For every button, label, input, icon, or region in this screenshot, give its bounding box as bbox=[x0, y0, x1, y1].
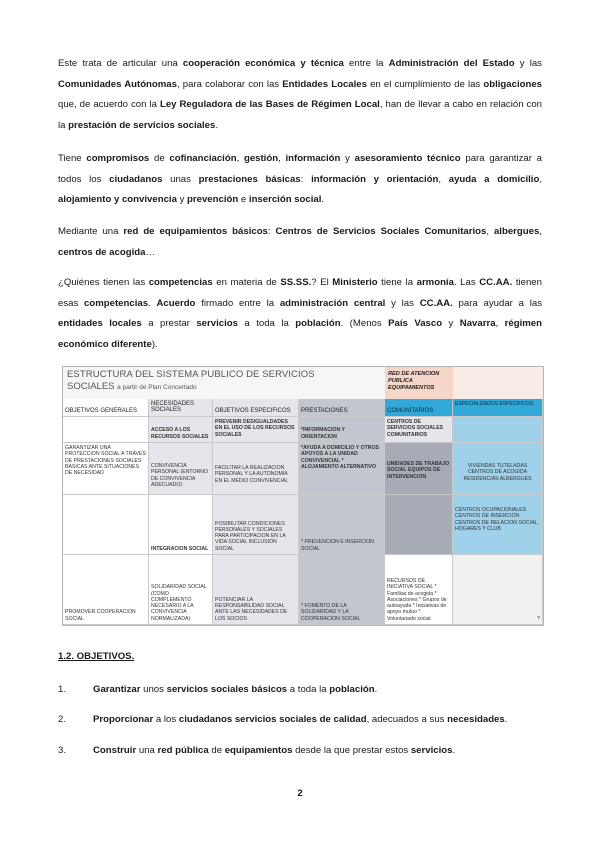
header-objetivos-generales bbox=[63, 399, 149, 417]
cell-text: POTENCIAR LA RESPONSABILIDAD SOCIAL ANTE LAS NECESIDADES DE LOS SOCIOS bbox=[215, 596, 288, 622]
bold-term: obligaciones bbox=[483, 78, 542, 90]
bold-term: cofinanciación bbox=[169, 153, 237, 164]
figure-title-line2 bbox=[67, 381, 197, 392]
bold-term: competencias bbox=[84, 297, 149, 309]
bold-term: información bbox=[285, 153, 341, 164]
bold-term: población bbox=[329, 684, 375, 695]
bold-term: Comunidades Autónomas bbox=[58, 78, 177, 90]
text-run: y las bbox=[385, 297, 420, 309]
objective-text bbox=[93, 683, 377, 697]
text-run: de bbox=[208, 745, 225, 756]
text-run: que, de acuerdo con la bbox=[58, 99, 160, 111]
bold-term: Acuerdo bbox=[156, 297, 196, 309]
paragraph-commitments bbox=[58, 149, 542, 211]
objective-text bbox=[93, 744, 455, 758]
header-text: OBJETIVOS ESPECIFICOS bbox=[215, 407, 291, 414]
cell-text: * PREVENCION E INSERCION SOCIAL bbox=[301, 539, 374, 552]
bold-term: ciudadanos bbox=[178, 714, 233, 725]
text-run: , bbox=[486, 226, 494, 237]
bold-term: servicios sociales básicos bbox=[166, 684, 288, 695]
bold-term: gestión bbox=[243, 153, 279, 164]
text-run: , adecuados a sus bbox=[366, 714, 448, 725]
cell-r2-necesidad: CONVIVENCIA PERSONAL (ENTORNO DE CONVIVENCIA ADECUADO) bbox=[149, 443, 213, 495]
cell-r4-especializado bbox=[453, 555, 543, 625]
red-atencion-header: RED DE ATENCION PUBLICA EQUIPAMIENTOS bbox=[385, 367, 453, 399]
paragraph-equipment-network bbox=[58, 222, 542, 263]
text-run: tienen esas bbox=[58, 277, 542, 309]
bold-term: prestación de servicios sociales bbox=[68, 119, 216, 131]
text-run: unas bbox=[162, 173, 199, 185]
objective-text bbox=[93, 713, 507, 727]
text-run: , bbox=[278, 153, 286, 164]
figure-title-main: SOCIALES bbox=[67, 381, 115, 392]
header-prestaciones bbox=[299, 399, 385, 417]
cell-text: POSIBILITAR CONDICIONES PERSONALES Y SOCIALES PARA PARTICIPACION EN LA VIDA SOCIAL INCLUSION SOCIAL bbox=[215, 520, 286, 552]
cell-text: SOLIDARIDAD SOCIAL (COMO COMPLEMENTO NECESARIO A LA CONVIVENCIA NORMALIZADA) bbox=[151, 584, 207, 622]
text-run: . bbox=[452, 745, 456, 756]
header-comunitarios bbox=[385, 399, 453, 417]
paragraph-competencies bbox=[58, 273, 542, 355]
text-run: y bbox=[442, 318, 460, 330]
cell-r3-necesidad bbox=[149, 495, 213, 555]
cell-text: *INFORMACION Y ORIENTACION bbox=[301, 427, 345, 440]
text-run: . bbox=[321, 194, 325, 206]
text-run: Tiene bbox=[58, 153, 87, 164]
bold-term: red de equipamientos básicos bbox=[123, 226, 268, 237]
cell-text: * FOMENTO DE LA SOLIDARIDAD Y LA COOPERACION SOCIAL bbox=[301, 603, 361, 622]
figure-title-line1: ESTRUCTURA DEL SISTEMA PUBLICO DE SERVICIOS bbox=[67, 369, 315, 380]
header-necesidades-sociales: NECESIDADES SOCIALES bbox=[149, 399, 213, 417]
bold-term: Administración del Estado bbox=[388, 58, 515, 69]
bold-term: centros de acogida bbox=[58, 246, 146, 258]
bold-term: competencias bbox=[148, 277, 213, 288]
cell-r4-objetivo bbox=[213, 555, 299, 625]
bold-term: equipamientos bbox=[224, 745, 293, 756]
text-run: y las bbox=[514, 58, 542, 69]
structure-table-figure bbox=[62, 366, 544, 626]
text-run: … bbox=[145, 246, 156, 258]
cell-r1-objetivo: PREVENIR DESIGUALDADES EN EL USO DE LOS RECURSOS SOCIALES bbox=[213, 417, 299, 443]
bold-term: prestaciones básicas bbox=[198, 173, 301, 185]
bold-term: población bbox=[295, 318, 341, 330]
text-run: . bbox=[148, 297, 157, 309]
cell-r4-comunitario bbox=[385, 555, 453, 625]
figure-title-sub: a partir de Plan Concertado bbox=[117, 384, 197, 391]
text-run: para ayudar a las bbox=[452, 297, 542, 309]
bold-term: Centros de Servicios Sociales Comunitarios bbox=[275, 226, 487, 237]
cell-r1-comunitario: CENTROS DE SERVICIOS SOCIALES COMUNITARIOS bbox=[385, 417, 453, 443]
objective-number: 1. bbox=[58, 684, 67, 695]
cell-r2-objetivo: FACILITAR LA REALIZACION PERSONAL Y LA AUTONOMIA EN EL MEDIO CONVIVENCIAL bbox=[213, 443, 299, 495]
cell-r3-objetivo bbox=[213, 495, 299, 555]
objective-number: 2. bbox=[58, 714, 67, 725]
cell-r3-prestacion bbox=[299, 495, 385, 555]
bold-term: Entidades Locales bbox=[282, 78, 367, 90]
bold-term: necesidades bbox=[447, 714, 505, 725]
text-run: unos bbox=[140, 684, 167, 695]
bold-term: administración central bbox=[279, 297, 386, 309]
cell-r3-comunitario bbox=[385, 495, 453, 555]
bold-term: servicios sociales de calidad bbox=[234, 714, 367, 725]
cell-text: PROMOVER COOPERACION SOCIAL bbox=[65, 609, 136, 622]
bold-term: Ministerio bbox=[332, 277, 378, 288]
text-run: a toda la bbox=[237, 318, 296, 330]
text-run: y bbox=[176, 194, 188, 206]
header-text: PRESTACIONES bbox=[301, 407, 348, 414]
bold-term: Ley Reguladora de las Bases de Régimen Local bbox=[159, 99, 380, 111]
bold-term: entidades locales bbox=[58, 318, 142, 330]
cell-r1-necesidad bbox=[149, 417, 213, 443]
bold-term: Construir bbox=[93, 745, 137, 756]
paragraph-cooperation bbox=[58, 54, 542, 136]
text-run: Mediante una bbox=[58, 226, 124, 237]
bold-term: cooperación económica y técnica bbox=[182, 58, 344, 69]
figure-title-block bbox=[63, 367, 385, 400]
cell-r1-especializado bbox=[453, 417, 543, 443]
bold-term: armonía bbox=[416, 277, 454, 288]
text-run: : bbox=[300, 173, 312, 185]
bold-term: servicios bbox=[410, 745, 453, 756]
text-run: , han de llevar a cabo en relación con la bbox=[58, 99, 542, 131]
bold-term: asesoramiento técnico bbox=[354, 153, 461, 164]
cell-text: RECURSOS DE INICIATIVA SOCIAL * Familias de acogida * Asociaciones * Grupos de autoayuda * Iniciativas de apoyo mutuo * Voluntariado social bbox=[387, 577, 447, 622]
bold-term: compromisos bbox=[86, 153, 150, 164]
cell-r4-general bbox=[63, 555, 149, 625]
cell-r3-especializado: CENTROS OCUPACIONALES CENTROS DE INSERCION CENTROS DE RELACION SOCIAL, HOGARES Y CLUB bbox=[453, 495, 543, 555]
text-run: . Las bbox=[453, 277, 480, 288]
text-run: , bbox=[438, 173, 449, 185]
header-especializados: ESPECIALIZADOS ESPECIFICOS bbox=[453, 399, 543, 417]
text-run: , para colaborar con las bbox=[176, 78, 283, 90]
cell-text: ? bbox=[537, 615, 540, 622]
red-atencion-header-pad bbox=[453, 367, 543, 399]
cell-r3-general bbox=[63, 495, 149, 555]
text-run: : bbox=[267, 226, 276, 237]
header-text: COMUNITARIOS bbox=[387, 407, 434, 414]
bold-term: CC.AA. bbox=[419, 297, 453, 309]
text-run: ¿Quiénes tienen las bbox=[58, 277, 149, 288]
text-run: y bbox=[340, 153, 355, 164]
bold-term: información y orientación bbox=[311, 173, 439, 185]
page-number: 2 bbox=[297, 788, 303, 799]
text-run: firmado entre la bbox=[195, 297, 280, 309]
text-run: Este trata de articular una bbox=[58, 58, 183, 69]
text-run: , bbox=[495, 318, 505, 330]
text-run: una bbox=[136, 745, 158, 756]
text-run: entre la bbox=[343, 58, 389, 69]
text-run: a toda la bbox=[287, 684, 330, 695]
text-run: a prestar bbox=[141, 318, 197, 330]
text-run: , bbox=[539, 226, 542, 237]
bold-term: ayuda a domicilio bbox=[448, 173, 540, 185]
bold-term: servicios bbox=[196, 318, 238, 330]
text-run: e bbox=[238, 194, 249, 206]
text-run: . bbox=[215, 119, 218, 131]
cell-r1-general bbox=[63, 417, 149, 443]
header-objetivos-especificos bbox=[213, 399, 299, 417]
bold-term: País Vasco bbox=[388, 318, 443, 330]
cell-r1-prestacion bbox=[299, 417, 385, 443]
bold-term: SS.SS. bbox=[280, 277, 312, 288]
cell-text: INTEGRACION SOCIAL bbox=[151, 545, 209, 552]
cell-r2-prestacion: *AYUDA A DOMICILIO Y OTROS APOYOS A LA UNIDAD CONVIVENCIAL * ALOJAMIENTO ALTERNATIVO bbox=[299, 443, 385, 495]
text-run: a los bbox=[153, 714, 179, 725]
text-run: en materia de bbox=[212, 277, 281, 288]
bold-term: albergues bbox=[493, 226, 540, 237]
text-run: en el cumplimiento de las bbox=[366, 78, 484, 90]
bold-term: Navarra bbox=[459, 318, 496, 330]
bold-term: régimen económico diferente bbox=[58, 318, 542, 350]
text-run: tiene la bbox=[377, 277, 417, 288]
text-run: . bbox=[374, 684, 378, 695]
cell-r4-necesidad bbox=[149, 555, 213, 625]
bold-term: Proporcionar bbox=[93, 714, 154, 725]
bold-term: prevención bbox=[187, 194, 239, 206]
header-text: OBJETIVOS GENERALES bbox=[65, 407, 138, 414]
text-run: ? El bbox=[311, 277, 333, 288]
bold-term: red pública bbox=[157, 745, 209, 756]
cell-text: ACCESO A LOS RECURSOS SOCIALES bbox=[151, 427, 209, 440]
text-run: de bbox=[149, 153, 170, 164]
text-run: desde la que prestar estos bbox=[292, 745, 411, 756]
cell-r2-general: GARANTIZAR UNA PROTECCION SOCIAL A TRAVES DE PRESTACIONES SOCIALES BASICAS ANTE SITUACIONES DE NECESIDAD bbox=[63, 443, 149, 495]
bold-term: CC.AA. bbox=[479, 277, 513, 288]
text-run: ). bbox=[151, 338, 158, 350]
text-run: , bbox=[539, 173, 542, 185]
bold-term: alojamiento y convivencia bbox=[58, 194, 177, 206]
bold-term: inserción social bbox=[248, 194, 322, 206]
cell-r4-prestacion bbox=[299, 555, 385, 625]
objective-number: 3. bbox=[58, 745, 67, 756]
cell-r2-comunitario: UNIDADES DE TRABAJO SOCIAL EQUIPOS DE INTERVENCION bbox=[385, 443, 453, 495]
bold-term: Garantizar bbox=[93, 684, 141, 695]
text-run: , bbox=[236, 153, 244, 164]
text-run: para garantizar a todos los bbox=[58, 153, 542, 185]
bold-term: ciudadanos bbox=[109, 173, 163, 185]
cell-r2-especializado: VIVIENDAS TUTELADAS CENTROS DE ACOGIDA RESIDENCIAS ALBERGUES bbox=[453, 443, 543, 495]
text-run: . (Menos bbox=[340, 318, 389, 330]
text-run: . bbox=[504, 714, 508, 725]
section-heading-objetivos: 1.2. OBJETIVOS. bbox=[58, 651, 135, 662]
